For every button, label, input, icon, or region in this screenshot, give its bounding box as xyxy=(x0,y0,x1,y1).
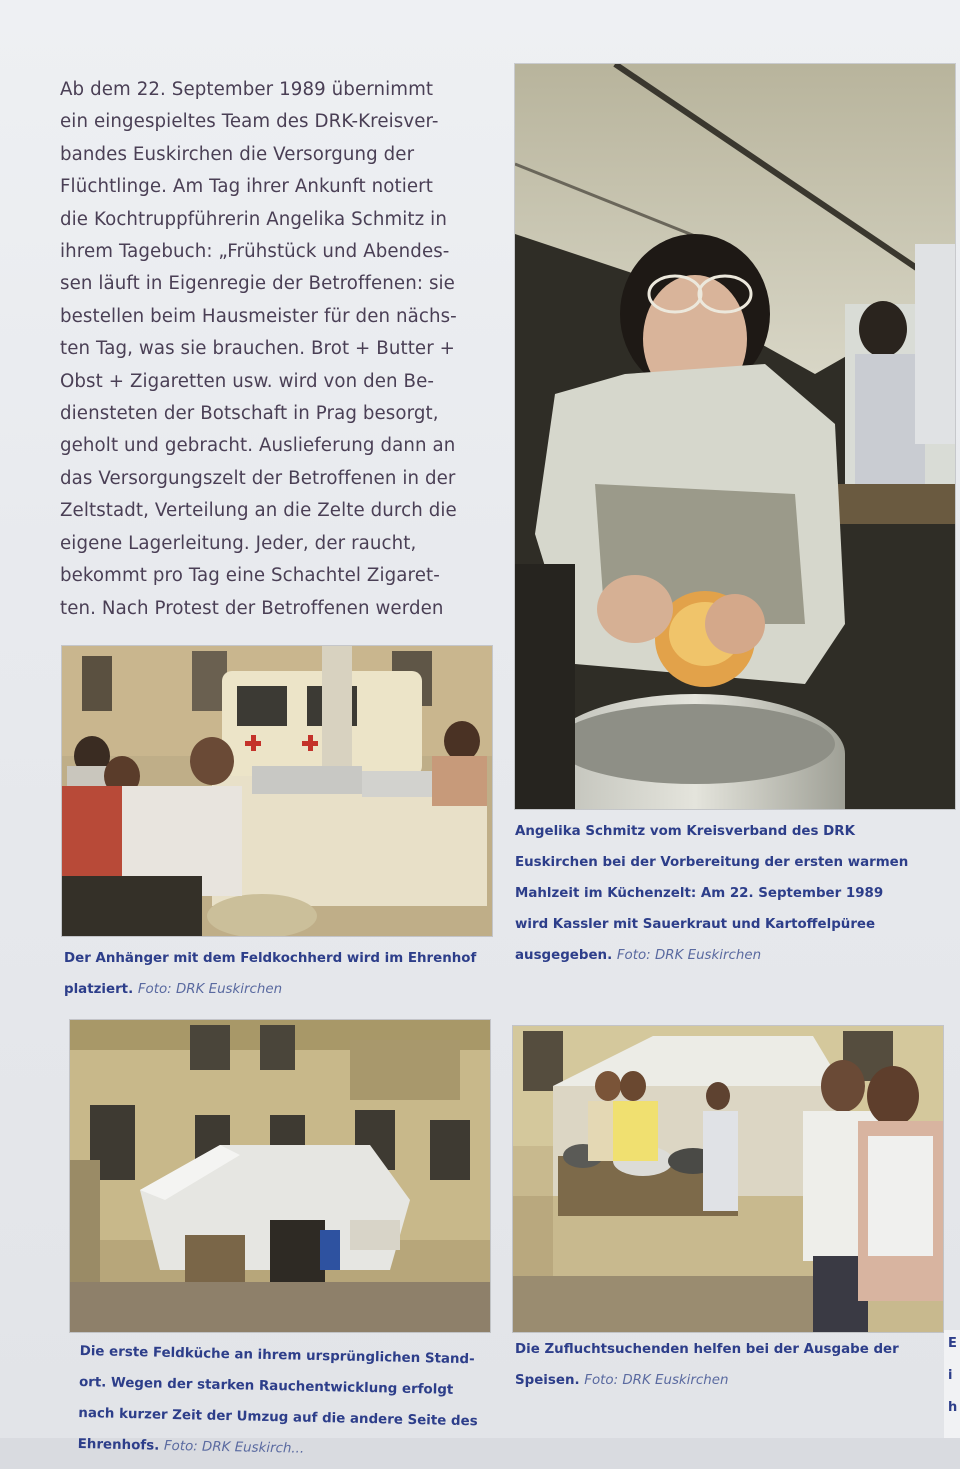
caption-text: Ehrenhofs. xyxy=(77,1436,160,1454)
body-paragraph xyxy=(60,74,500,625)
body-line: ten Tag, was sie brauchen. Brot + Butter + xyxy=(60,338,456,360)
photo-credit: Foto: DRK Euskirchen xyxy=(137,982,283,997)
body-line: die Kochtruppführerin Angelika Schmitz in xyxy=(60,208,447,230)
photo-credit: Foto: DRK Euskirchen xyxy=(616,948,762,963)
caption-line: Die erste Feldküche an ihrem ursprünglichen Stand- xyxy=(79,1343,475,1368)
caption-line: Mahlzeit im Küchenzelt: Am 22. September 1989 xyxy=(515,886,884,901)
edge-letter: E xyxy=(948,1336,957,1351)
body-line: ten. Nach Protest der Betroffenen werden xyxy=(60,597,444,619)
caption-field-kitchen xyxy=(77,1336,520,1469)
field-stove-trailer-photo xyxy=(62,646,492,936)
photo-credit: Foto: DRK Euskirchen xyxy=(584,1373,729,1388)
body-line: Ab dem 22. September 1989 übernimmt xyxy=(60,79,434,100)
woman-cooking-image xyxy=(515,64,955,809)
edge-letter: h xyxy=(948,1400,958,1415)
woman-cooking-photo xyxy=(515,64,955,809)
body-line: ihrem Tagebuch: „Frühstück und Abendes- xyxy=(60,241,450,263)
caption-text: Speisen. xyxy=(515,1373,580,1388)
body-line: Flüchtlinge. Am Tag ihrer Ankunft notiert xyxy=(60,176,433,198)
next-column-edge xyxy=(944,1330,960,1438)
caption-trailer xyxy=(64,943,504,1005)
caption-kitchen-woman xyxy=(515,816,945,971)
body-line: geholt und gebracht. Auslieferung dann an xyxy=(60,435,456,457)
refugees-serving-photo xyxy=(513,1026,943,1332)
caption-line xyxy=(64,974,504,1005)
trailer-image xyxy=(62,646,492,936)
body-line: das Versorgungszelt der Betroffenen in der xyxy=(60,467,456,489)
caption-line: Die Zufluchtsuchenden helfen bei der Ausgabe der xyxy=(515,1342,899,1357)
caption-text: platziert. xyxy=(64,982,134,997)
caption-refugees-serving xyxy=(515,1334,935,1396)
body-line: bandes Euskirchen die Versorgung der xyxy=(60,143,415,165)
body-line: sen läuft in Eigenregie der Betroffenen: sie xyxy=(60,273,455,295)
photo-credit: Foto: DRK Euskirch... xyxy=(163,1438,305,1457)
caption-line: ort. Wegen der starken Rauchentwicklung erfolgt xyxy=(78,1374,454,1398)
field-kitchen-tent-photo xyxy=(70,1020,490,1332)
body-line: bekommt pro Tag eine Schachtel Zigaret- xyxy=(60,565,440,587)
caption-line xyxy=(515,1365,935,1396)
body-line: Zeltstadt, Verteilung an die Zelte durch die xyxy=(60,500,457,522)
caption-text: ausgegeben. xyxy=(515,948,613,963)
body-line: ein eingespieltes Team des DRK-Kreisver- xyxy=(60,111,439,133)
field-kitchen-image xyxy=(70,1020,490,1332)
caption-line xyxy=(515,940,945,971)
caption-line: Angelika Schmitz vom Kreisverband des DRK xyxy=(515,824,855,839)
caption-line: Der Anhänger mit dem Feldkochherd wird im Ehrenhof xyxy=(64,951,477,966)
refugees-serving-image xyxy=(513,1026,943,1332)
body-line: Obst + Zigaretten usw. wird von den Be- xyxy=(60,370,435,392)
body-line: eigene Lagerleitung. Jeder, der raucht, xyxy=(60,532,417,554)
edge-letter: i xyxy=(948,1368,953,1383)
caption-line: Euskirchen bei der Vorbereitung der ersten warmen xyxy=(515,855,909,870)
body-line: bestellen beim Hausmeister für den nächs- xyxy=(60,305,457,327)
caption-line: nach kurzer Zeit der Umzug auf die andere Seite des xyxy=(78,1405,478,1430)
body-line: diensteten der Botschaft in Prag besorgt, xyxy=(60,403,439,425)
caption-line: wird Kassler mit Sauerkraut und Kartoffelpüree xyxy=(515,917,876,932)
